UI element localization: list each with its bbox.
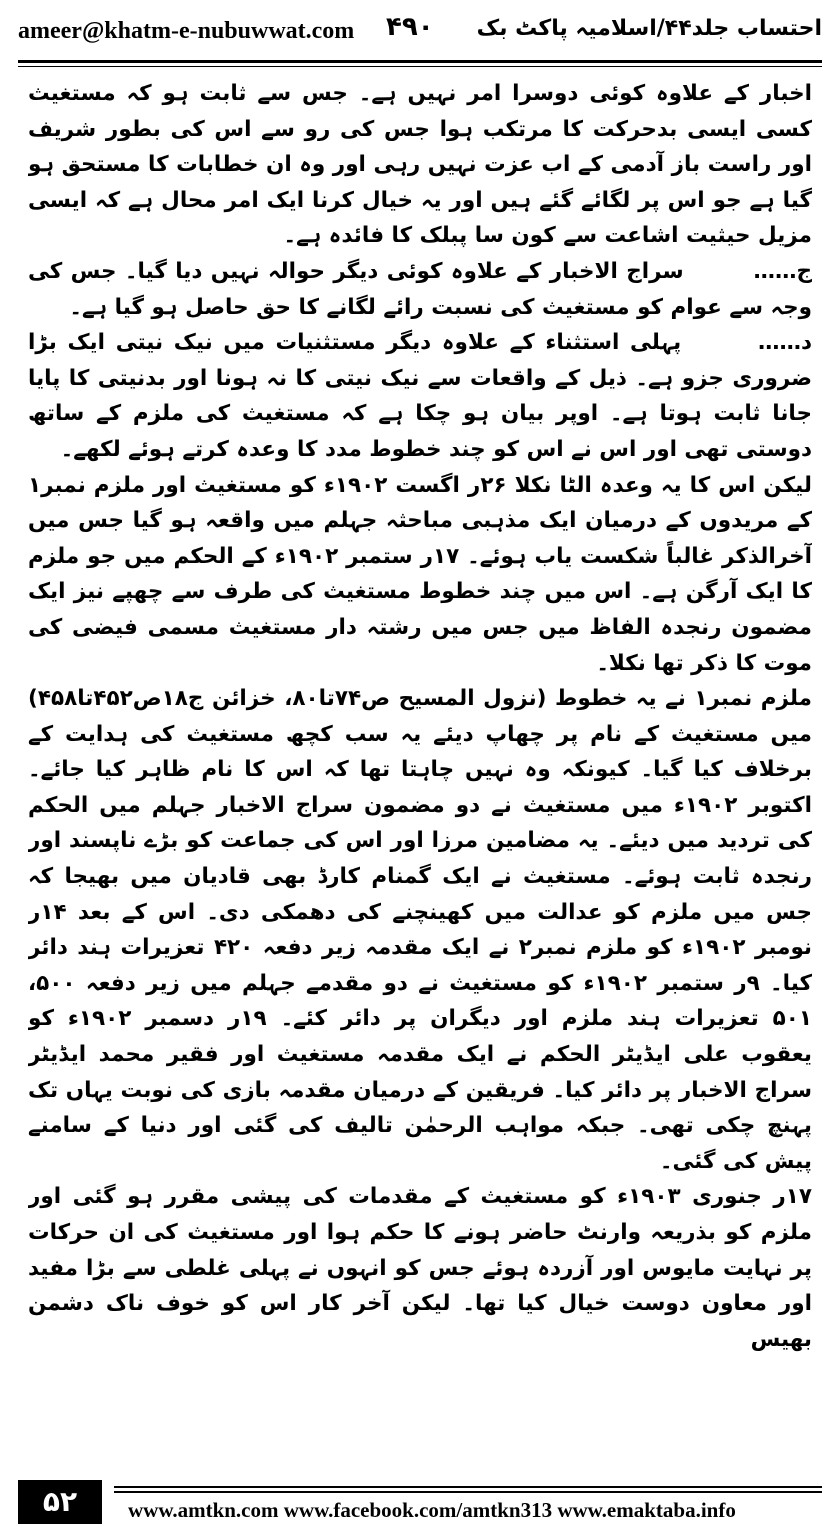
header-book-title: احتساب جلد۴۴/اسلامیہ پاکٹ بک <box>476 16 822 41</box>
paragraph <box>28 468 812 682</box>
paragraph-label: د…… <box>757 330 812 356</box>
footer-page-number: ۵۲ <box>18 1480 102 1524</box>
footer-rules <box>114 1486 822 1496</box>
paragraph <box>28 76 812 254</box>
header-page-number: ۴۹۰ <box>386 12 434 42</box>
paragraph-text: ملزم نمبر۱ نے یہ خطوط (نزول المسیح ص۷۴تا۸۰، خزائن ج۱۸ص۴۵۲تا۴۵۸) میں مستغیث کے نام پر چھاپ دیئے یہ سب کچھ مستغیث کی ہدایت کے برخلاف کیا گیا۔ کیونکہ وہ نہیں چاہتا تھا کہ اس کا نام ظاہر کیا جائے۔ اکتوبر ۱۹۰۲ء میں مستغیث نے دو مضمون سراج الاخبار جہلم میں الحکم کی تردید میں دیئے۔ یہ مضامین مرزا اور اس کی جماعت کو بڑے ناپسند اور رنجدہ ثابت ہوئے۔ مستغیث نے ایک گمنام کارڈ بھی قادیان میں بھیجا کہ جس میں ملزم کو عدالت میں کھینچنے کی دھمکی دی۔ اس کے بعد ۱۴ر نومبر ۱۹۰۲ء کو ملزم نمبر۲ نے ایک مقدمہ زیر دفعہ ۴۲۰ تعزیرات ہند دائر کیا۔ ۹ر ستمبر ۱۹۰۲ء کو مستغیث نے دو مقدمے جہلم میں زیر دفعہ ۵۰۰، ۵۰۱ تعزیرات ہند ملزم اور دیگران پر دائر کئے۔ ۱۹ر دسمبر ۱۹۰۲ء کو یعقوب علی ایڈیٹر الحکم نے ایک مقدمہ مستغیث اور فقیر محمد ایڈیٹر سراج الاخبار پر دائر کیا۔ فریقین کے درمیان مقدمہ بازی کی نوبت یہاں تک پہنچ چکی تھی۔ جبکہ مواہب الرحمٰن تالیف کی گئی اور دنیا کے سامنے پیش کی گئی۔ <box>28 686 812 1174</box>
paragraph-text: لیکن اس کا یہ وعدہ الٹا نکلا ۲۶ر اگست ۱۹۰۲ء کو مستغیث اور ملزم نمبر۱ کے مریدوں کے درمیان ایک مذہبی مباحثہ جہلم میں واقعہ ہو گیا جس میں آخرالذکر غالباً شکست یاب ہوئے۔ ۱۷ر ستمبر ۱۹۰۲ء کے الحکم میں جو ملزم کا ایک آرگن ہے۔ اس میں چند خطوط مستغیث کی طرف سے چھپے نیز ایک مضمون رنجدہ الفاظ میں جس میں رشتہ دار مستغیث مسمی فیضی کی موت کا ذکر تھا نکلا۔ <box>28 472 812 676</box>
header-rule-thin <box>18 66 822 67</box>
paragraph <box>28 325 812 467</box>
footer-urls: www.amtkn.com www.facebook.com/amtkn313 www.emaktaba.info <box>128 1498 736 1522</box>
page-header <box>18 12 822 56</box>
paragraph-label: ج…… <box>753 258 812 284</box>
paragraph-text: سراج الاخبار کے علاوہ کوئی دیگر حوالہ نہیں دیا گیا۔ جس کی وجہ سے عوام کو مستغیث کی نسبت رائے لگانے کا حق حاصل ہو گیا ہے۔ <box>28 258 812 320</box>
paragraph <box>28 254 812 325</box>
paragraph <box>28 681 812 1179</box>
paragraph-text: ۱۷ر جنوری ۱۹۰۳ء کو مستغیث کے مقدمات کی پیشی مقرر ہو گئی اور ملزم کو بذریعہ وارنٹ حاضر ہونے کا حکم ہوا اور مستغیث کی ان حرکات پر نہایت مایوس اور آزردہ ہوئے جس کو انہوں نے پہلی غلطی سے بڑا مفید اور معاون دوست خیال کیا تھا۔ لیکن آخر کار اس کو خوف ناک دشمن بھیس <box>28 1184 812 1352</box>
header-rule-thick <box>18 60 822 63</box>
page-body <box>28 76 812 1466</box>
paragraph-text: اخبار کے علاوہ کوئی دوسرا امر نہیں ہے۔ جس سے ثابت ہو کہ مستغیث کسی ایسی بدحرکت کا مرتکب ہوا جس کی رو سے اس کی بطور شریف اور راست باز آدمی کے اب عزت نہیں رہی اور وہ ان خطابات کا مستحق ہو گیا ہے جو اس پر لگائے گئے ہیں اور یہ خیال کرنا ایک امر محال ہے کہ ایسی مزیل حیثیت اشاعت سے کون سا پبلک کا فائدہ ہے۔ <box>28 81 812 249</box>
paragraph-text: پہلی استثناء کے علاوہ دیگر مستثنیات میں نیک نیتی ایک بڑا ضروری جزو ہے۔ ذیل کے واقعات سے نیک نیتی کا نہ ہونا اور بدنیتی کا پایا جانا ثابت ہوتا ہے۔ اوپر بیان ہو چکا ہے کہ مستغیث کی ملزم کے ساتھ دوستی تھی اور اس نے اس کو چند خطوط مدد کا وعدہ کرتے ہوئے لکھے۔ <box>28 330 812 462</box>
page-footer <box>18 1480 822 1528</box>
paragraph <box>28 1179 812 1357</box>
header-email: ameer@khatm-e-nubuwwat.com <box>18 18 355 44</box>
